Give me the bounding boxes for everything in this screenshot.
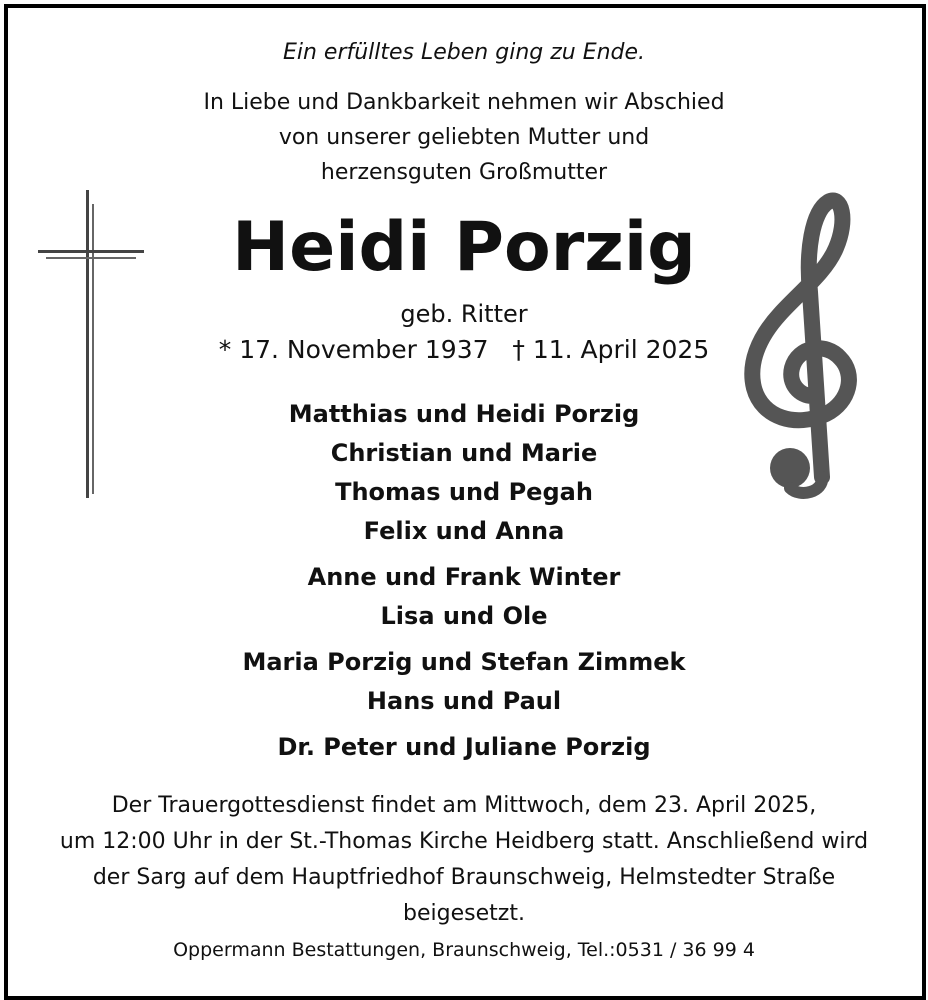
intro-line-2: von unserer geliebten Mutter und	[278, 125, 650, 150]
mourner-line: Hans und Paul	[366, 687, 562, 715]
service-line-1: Der Trauergottesdienst findet am Mittwoch, dem 23. April 2025,	[111, 793, 817, 818]
mourner-line: Maria Porzig und Stefan Zimmek	[242, 648, 686, 676]
mourner-line: Matthias und Heidi Porzig	[288, 400, 640, 428]
service-line-2: um 12:00 Uhr in der St.-Thomas Kirche Heidberg statt. Anschließend wird	[59, 829, 869, 854]
mourner-line: Felix und Anna	[363, 517, 565, 545]
intro-line-3: herzensguten Großmutter	[320, 160, 608, 185]
mourner-line: Dr. Peter und Juliane Porzig	[277, 733, 651, 761]
maiden-name: geb. Ritter	[400, 300, 528, 328]
undertaker-line: Oppermann Bestattungen, Braunschweig, Tel.:0531 / 36 99 4	[173, 939, 755, 961]
intro-line-1: In Liebe und Dankbarkeit nehmen wir Abschied	[203, 90, 725, 115]
life-dates: * 17. November 1937 † 11. April 2025	[218, 335, 710, 364]
deceased-name: Heidi Porzig	[232, 208, 696, 287]
mourner-line: Christian und Marie	[330, 439, 598, 467]
motto: Ein erfülltes Leben ging zu Ende.	[282, 40, 646, 65]
service-line-3: der Sarg auf dem Hauptfriedhof Braunschweig, Helmstedter Straße	[92, 865, 836, 890]
mourner-line: Thomas und Pegah	[335, 478, 593, 506]
service-line-4: beigesetzt.	[403, 901, 525, 926]
mourner-line: Anne und Frank Winter	[307, 563, 621, 591]
mourner-line: Lisa und Ole	[380, 602, 548, 630]
